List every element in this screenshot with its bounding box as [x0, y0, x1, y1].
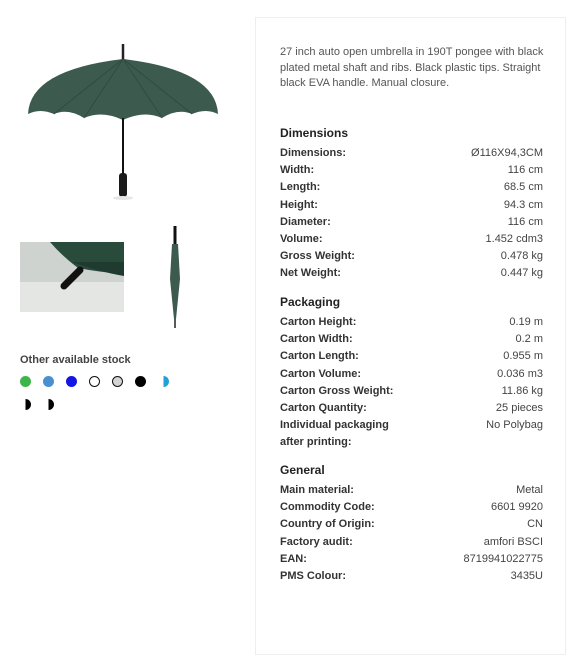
swatch-black-half[interactable] [20, 399, 31, 410]
spec-label: Individual packaging after printing: [280, 419, 389, 449]
spec-label: Diameter: [280, 215, 331, 228]
spec-label: Main material: [280, 484, 354, 496]
spec-value: No Polybag [486, 419, 543, 432]
spec-label: PMS Colour: [280, 570, 346, 583]
spec-label: EAN: [280, 552, 307, 565]
dimensions-section [280, 126, 543, 283]
spec-row [280, 534, 543, 551]
spec-value: 0.955 m [503, 350, 543, 363]
other-stock-title: Other available stock [20, 354, 131, 366]
spec-value: 0.447 kg [500, 267, 543, 280]
spec-row [280, 331, 543, 348]
spec-label: Commodity Code: [280, 501, 375, 514]
spec-row [280, 400, 543, 417]
thumbnail-closed-image[interactable] [164, 224, 186, 330]
spec-value: 0.036 m3 [497, 367, 543, 380]
spec-value: CN [527, 518, 543, 531]
spec-label: Length: [280, 181, 321, 194]
spec-row [280, 214, 543, 231]
swatch-blue[interactable] [66, 376, 77, 387]
spec-label: Gross Weight: [280, 250, 355, 263]
spec-label: Dimensions: [280, 147, 347, 159]
swatch-cyan-half[interactable] [158, 376, 169, 387]
spec-label: Volume: [280, 233, 323, 246]
swatch-light-blue[interactable] [43, 376, 54, 387]
spec-value: 1.452 cdm3 [485, 233, 543, 246]
swatch-grey[interactable] [112, 376, 123, 387]
spec-value: 116 cm [507, 164, 543, 177]
spec-row [280, 197, 543, 214]
spec-label: Country of Origin: [280, 518, 375, 531]
spec-value: 3435U [510, 570, 543, 583]
spec-label: Width: [280, 164, 315, 177]
spec-row [280, 516, 543, 533]
packaging-section [280, 295, 543, 452]
spec-row [280, 568, 543, 585]
swatch-black-half[interactable] [43, 399, 54, 410]
spec-label: Carton Length: [280, 350, 359, 363]
spec-row [280, 348, 543, 365]
product-description: 27 inch auto open umbrella in 190T pongee with black plated metal shaft and ribs. Black plastic tips. Straight black EVA handle. Manual closure. [280, 46, 544, 89]
section-title: General [280, 463, 325, 477]
spec-row [280, 551, 543, 568]
spec-label: Carton Height: [280, 316, 357, 328]
spec-label: Carton Quantity: [280, 402, 367, 415]
spec-row [280, 145, 543, 162]
spec-value: Ø116X94,3CM [471, 147, 543, 159]
product-details-panel [255, 17, 566, 655]
swatch-black[interactable] [135, 376, 146, 387]
spec-value: 11.86 kg [501, 384, 543, 397]
spec-row [280, 366, 543, 383]
section-title: Dimensions [280, 126, 349, 140]
section-title: Packaging [280, 295, 341, 309]
spec-row [280, 383, 543, 400]
spec-label: Factory audit: [280, 535, 353, 548]
spec-row [280, 248, 543, 265]
spec-row [280, 179, 543, 196]
swatch-green[interactable] [20, 376, 31, 387]
main-product-image[interactable] [20, 40, 225, 205]
spec-value: 8719941022775 [463, 552, 543, 565]
general-section [280, 463, 543, 585]
spec-value: 116 cm [507, 215, 543, 228]
spec-value: 94.3 cm [503, 198, 543, 211]
spec-value: 0.478 kg [500, 250, 543, 263]
spec-value: Metal [516, 484, 543, 496]
spec-row [280, 162, 543, 179]
swatch-white[interactable] [89, 376, 100, 387]
spec-label: Net Weight: [280, 267, 341, 280]
spec-value: 25 pieces [495, 402, 543, 415]
spec-row [280, 499, 543, 516]
spec-label: Height: [280, 198, 318, 211]
spec-row [280, 417, 543, 451]
spec-row [280, 482, 543, 499]
spec-label: Carton Gross Weight: [280, 384, 394, 397]
spec-label: Carton Width: [280, 333, 353, 346]
spec-value: 0.2 m [515, 333, 543, 346]
spec-value: 68.5 cm [503, 181, 543, 194]
spec-value: 0.19 m [509, 316, 543, 328]
product-gallery [0, 0, 250, 668]
spec-row [280, 231, 543, 248]
spec-label: Carton Volume: [280, 367, 362, 380]
spec-value: amfori BSCI [483, 535, 543, 548]
spec-row [280, 314, 543, 331]
thumbnail-detail-image[interactable] [20, 242, 124, 312]
spec-value: 6601 9920 [491, 501, 543, 514]
spec-row [280, 265, 543, 282]
